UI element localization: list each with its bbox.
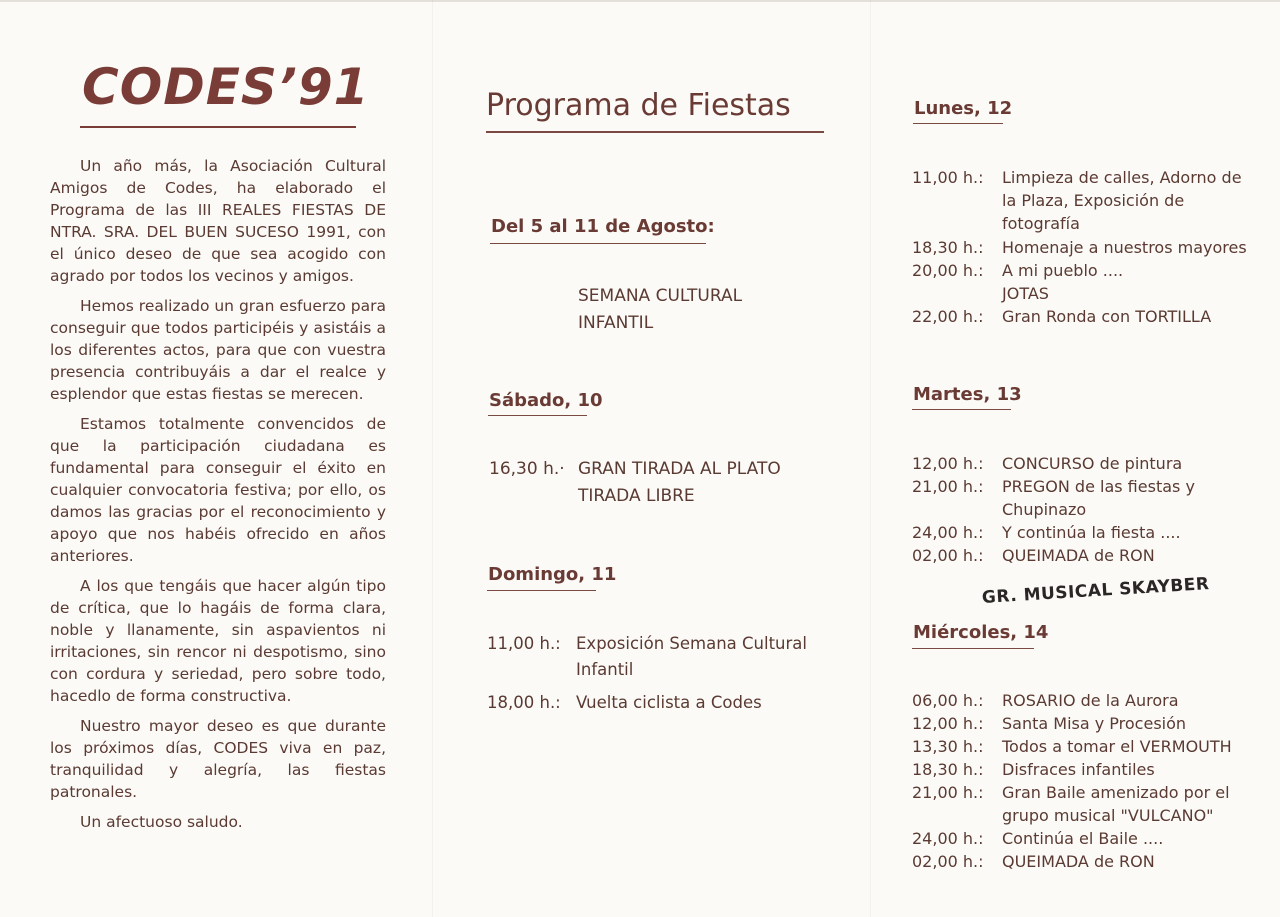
event-time: 21,00 h.: xyxy=(912,783,984,802)
sabado-heading: Sábado, 10 xyxy=(489,390,603,411)
intro-paragraph: Un afectuoso saludo. xyxy=(80,813,243,831)
event-time: 06,00 h.: xyxy=(912,691,984,710)
paper-edge xyxy=(0,0,1280,2)
intro-paragraph: Un año más, la Asociación Cultural Amigos de Codes, ha elaborado el Programa de las III REALES FIESTAS DE NTRA. SRA. DEL BUEN SUCESO 1991, con el único deseo de que sea acogido con agrado por todos los vecinos y amigos. xyxy=(50,157,386,285)
event-time: 11,00 h.: xyxy=(487,634,561,653)
event-description: Exposición Semana Cultural Infantil xyxy=(576,634,807,679)
leaflet-title: CODES’91 xyxy=(82,58,370,116)
martes-underline xyxy=(912,409,1011,410)
event-description: A mi pueblo .... JOTAS xyxy=(1002,261,1124,303)
miercoles-heading: Miércoles, 14 xyxy=(913,622,1049,643)
intro-paragraph: Hemos realizado un gran esfuerzo para conseguir que todos participéis y asistáis a los diferentes actos, para que con vuestra presencia contribuyáis a dar el realce y esplendor que estas fiestas se merecen. xyxy=(50,297,386,403)
program-title: Programa de Fiestas xyxy=(486,88,791,123)
event-description: Y continúa la fiesta .... xyxy=(1002,523,1181,542)
event-entry xyxy=(912,689,1262,712)
miercoles-underline xyxy=(912,648,1034,649)
event-description: Homenaje a nuestros mayores xyxy=(1002,238,1247,257)
event-description: TIRADA LIBRE xyxy=(578,486,695,506)
event-entry xyxy=(912,735,1262,758)
event-description: Santa Misa y Procesión xyxy=(1002,714,1187,733)
event-description: Gran Baile amenizado por el grupo musical "VULCANO" xyxy=(1002,783,1230,825)
sabado-underline xyxy=(488,415,587,416)
martes-heading: Martes, 13 xyxy=(913,384,1022,405)
event-time: 02,00 h.: xyxy=(912,852,984,871)
intro-text xyxy=(50,155,386,841)
event-entry xyxy=(912,452,1262,475)
event-time: 20,00 h.: xyxy=(912,261,984,280)
event-description: Continúa el Baile .... xyxy=(1002,829,1164,848)
event-entry xyxy=(912,166,1262,235)
miercoles-events xyxy=(912,689,1262,873)
event-description: Disfraces infantiles xyxy=(1002,760,1155,779)
event-time: 18,30 h.: xyxy=(912,760,984,779)
lunes-underline xyxy=(913,123,1003,124)
event-time: 13,30 h.: xyxy=(912,737,984,756)
event-description: PREGON de las fiestas y Chupinazo xyxy=(1002,477,1195,519)
event-description: ROSARIO de la Aurora xyxy=(1002,691,1179,710)
event-entry xyxy=(912,236,1262,259)
event-time: 12,00 h.: xyxy=(912,454,984,473)
event-entry xyxy=(912,544,1262,567)
fold-line-right xyxy=(870,0,871,917)
event-description: Vuelta ciclista a Codes xyxy=(576,693,762,712)
event-entry xyxy=(912,850,1262,873)
domingo-heading: Domingo, 11 xyxy=(488,564,617,585)
event-entry xyxy=(912,781,1262,827)
domingo-underline xyxy=(487,590,596,591)
event-description: Gran Ronda con TORTILLA xyxy=(1002,307,1212,326)
event-entry xyxy=(912,827,1262,850)
event-description: QUEIMADA de RON xyxy=(1002,546,1155,565)
event-time: 24,00 h.: xyxy=(912,523,984,542)
agosto-line: INFANTIL xyxy=(578,313,654,333)
fold-line-left xyxy=(432,0,433,917)
event-description: QUEIMADA de RON xyxy=(1002,852,1155,871)
event-entry xyxy=(912,521,1262,544)
lunes-events xyxy=(912,166,1262,328)
intro-paragraph: Estamos totalmente convencidos de que la participación ciudadana es fundamental para conseguir el éxito en cualquier convocatoria festiva; por ello, os damos las gracias por el reconocimiento y apoyo que nos habéis ofrecido en años anteriores. xyxy=(50,415,386,565)
agosto-underline xyxy=(490,243,706,244)
agosto-line: SEMANA CULTURAL xyxy=(578,286,743,306)
program-title-underline xyxy=(486,131,824,133)
event-time: 22,00 h.: xyxy=(912,307,984,326)
event-time: 24,00 h.: xyxy=(912,829,984,848)
event-entry xyxy=(912,305,1262,328)
event-time: 16,30 h.· xyxy=(489,459,565,479)
martes-events xyxy=(912,452,1262,567)
title-underline xyxy=(80,126,356,128)
event-description: Todos a tomar el VERMOUTH xyxy=(1002,737,1232,756)
event-time: 11,00 h.: xyxy=(912,168,984,187)
event-entry xyxy=(912,475,1262,521)
event-description: GRAN TIRADA AL PLATO xyxy=(578,459,781,479)
event-time: 18,00 h.: xyxy=(487,693,561,712)
band-stamp: GR. MUSICAL SKAYBER xyxy=(981,574,1211,608)
event-description: Limpieza de calles, Adorno de la Plaza, Exposición de fotografía xyxy=(1002,168,1242,233)
event-time: 02,00 h.: xyxy=(912,546,984,565)
lunes-heading: Lunes, 12 xyxy=(914,98,1013,119)
agosto-heading: Del 5 al 11 de Agosto: xyxy=(491,216,715,237)
event-time: 21,00 h.: xyxy=(912,477,984,496)
event-entry xyxy=(912,259,1262,305)
event-entry xyxy=(912,712,1262,735)
intro-paragraph: Nuestro mayor deseo es que durante los próximos días, CODES viva en paz, tranquilidad y alegría, las fiestas patronales. xyxy=(50,717,386,801)
event-time: 12,00 h.: xyxy=(912,714,984,733)
event-entry xyxy=(912,758,1262,781)
intro-paragraph: A los que tengáis que hacer algún tipo de crítica, que lo hagáis de forma clara, noble y llanamente, sin aspavientos ni irritaciones, sin rencor ni despotismo, sino con cordura y seriedad, pero sobre todo, hacedlo de forma constructiva. xyxy=(50,577,386,705)
event-description: CONCURSO de pintura xyxy=(1002,454,1183,473)
event-time: 18,30 h.: xyxy=(912,238,984,257)
